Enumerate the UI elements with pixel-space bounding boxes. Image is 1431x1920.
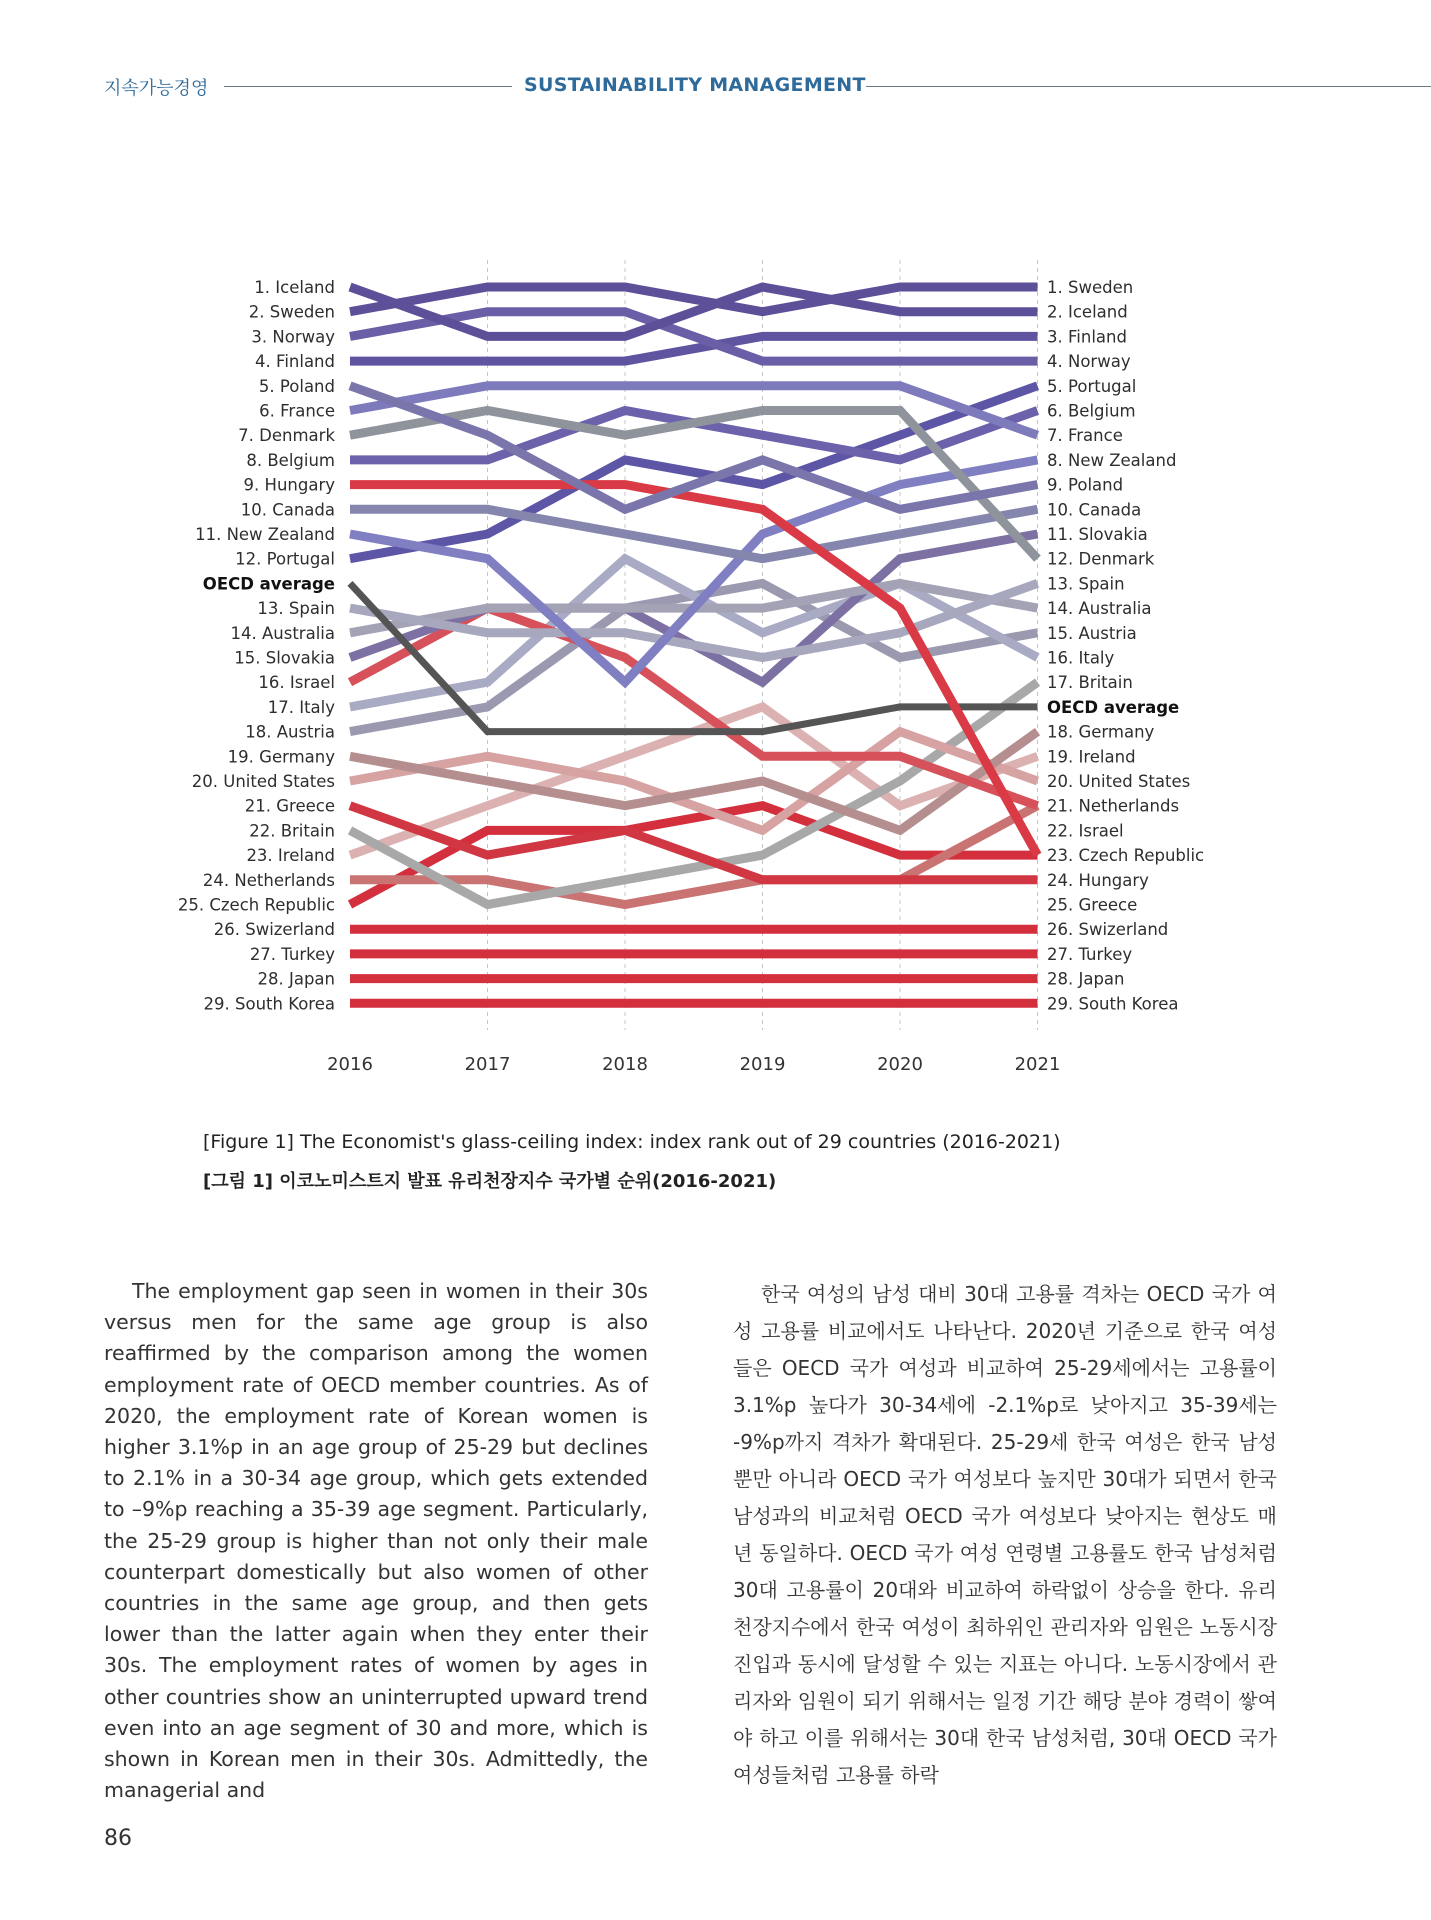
section-title-english: SUSTAINABILITY MANAGEMENT [524,74,866,96]
left-rank-label: 11. New Zealand [195,525,335,544]
left-rank-label: 15. Slovakia [234,648,335,668]
left-rank-label: 26. Swizerland [213,920,335,940]
right-rank-label: 5. Portugal [1047,376,1137,396]
body-column-english [104,1276,648,1806]
right-rank-label: 14. Australia [1047,599,1152,619]
left-rank-label: 12. Portugal [235,549,335,569]
body-column-korean [733,1276,1277,1794]
series-line-italy [350,559,1038,707]
page-number: 86 [104,1826,132,1851]
left-rank-label: 7. Denmark [238,426,335,446]
left-rank-label: 8. Belgium [246,450,335,470]
right-rank-label: 9. Poland [1047,475,1124,495]
right-rank-label: 27. Turkey [1047,944,1133,964]
right-rank-label: 13. Spain [1047,574,1125,594]
year-tick-labels [327,1054,1060,1075]
left-rank-label: 28. Japan [257,969,335,989]
right-rank-labels [1047,278,1204,1013]
left-rank-label: 19. Germany [227,747,335,767]
left-rank-labels [178,278,336,1013]
left-rank-label: 1. Iceland [254,278,335,297]
header-divider-left [224,86,512,87]
body-paragraph-english: The employment gap seen in women in their 30s versus men for the same age group is also reaffirmed by the comparison among the women employment rate of OECD member countries. As of 2020, the employment rate of Korean women is higher 3.1%p in an age group of 25-29 but declines to 2.1% in a 30-34 age group, which gets extended to –9%p reaching a 35-39 age segment. Particularly, the 25-29 group is higher than not only their male counterpart domestically but also women of other countries in the same age group, and then gets lower than the latter again when they enter their 30s. The employment rates of women by ages in other countries show an uninterrupted upward trend even into an age segment of 30 and more, which is shown in Korean men in their 30s. Admittedly, the managerial and [104,1279,648,1803]
right-rank-label: 6. Belgium [1047,401,1136,421]
right-rank-label: 29. South Korea [1047,994,1179,1014]
left-rank-label: 29. South Korea [203,994,335,1014]
left-rank-label: 9. Hungary [243,475,335,495]
left-rank-label: OECD average [202,574,335,594]
x-tick-label: 2020 [877,1054,923,1075]
x-tick-label: 2021 [1014,1054,1061,1075]
right-rank-label: 24. Hungary [1047,870,1149,890]
right-rank-label: 22. Israel [1047,821,1124,841]
left-rank-label: 17. Italy [267,697,335,717]
right-rank-label: 11. Slovakia [1047,525,1148,544]
right-rank-label: 20. United States [1047,772,1191,791]
left-rank-label: 21. Greece [244,796,335,816]
right-rank-label: 25. Greece [1047,895,1138,915]
left-rank-label: 25. Czech Republic [177,895,335,915]
right-rank-label: OECD average [1047,697,1180,717]
right-rank-label: 16. Italy [1047,648,1115,668]
x-tick-label: 2016 [327,1054,373,1075]
left-rank-label: 14. Australia [230,623,335,643]
left-rank-label: 23. Ireland [246,846,335,866]
left-rank-label: 18. Austria [245,722,335,742]
x-tick-label: 2017 [464,1054,511,1075]
right-rank-label: 28. Japan [1047,969,1125,989]
x-tick-label: 2018 [602,1054,648,1075]
left-rank-label: 13. Spain [257,599,335,619]
right-rank-label: 10. Canada [1047,500,1142,520]
left-rank-label: 10. Canada [240,500,335,520]
left-rank-label: 5. Poland [258,376,335,396]
right-rank-label: 17. Britain [1047,673,1133,693]
page-header [0,72,1431,102]
left-rank-label: 3. Norway [251,327,335,347]
left-rank-label: 27. Turkey [249,944,335,964]
left-rank-label: 6. France [259,401,335,421]
left-rank-label: 20. United States [191,772,335,791]
right-rank-label: 23. Czech Republic [1047,846,1205,866]
glass-ceiling-rank-chart [160,260,1220,1090]
right-rank-label: 2. Iceland [1047,302,1128,322]
right-rank-label: 7. France [1047,426,1123,446]
left-rank-label: 24. Netherlands [202,870,335,890]
right-rank-label: 18. Germany [1047,722,1155,742]
left-rank-label: 16. Israel [258,673,335,693]
right-rank-label: 26. Swizerland [1047,920,1169,940]
right-rank-label: 1. Sweden [1047,278,1134,297]
right-rank-label: 19. Ireland [1047,747,1136,767]
right-rank-label: 21. Netherlands [1047,796,1180,816]
right-rank-label: 12. Denmark [1047,549,1155,569]
country-rank-lines [350,287,1038,1003]
figure-caption-korean: [그림 1] 이코노미스트지 발표 유리천장지수 국가별 순위(2016-2021) [203,1171,777,1192]
right-rank-label: 4. Norway [1047,352,1131,372]
right-rank-label: 3. Finland [1047,327,1127,347]
section-title-korean: 지속가능경영 [104,78,209,99]
figure-caption-english: [Figure 1] The Economist's glass-ceiling index: index rank out of 29 countries (2016-2021) [203,1131,1061,1153]
header-divider-right [866,86,1431,87]
series-line-portugal [350,386,1038,559]
left-rank-label: 22. Britain [249,821,335,841]
x-tick-label: 2019 [739,1054,786,1075]
right-rank-label: 15. Austria [1047,623,1137,643]
left-rank-label: 2. Sweden [248,302,335,322]
series-line-france [350,386,1038,435]
right-rank-label: 8. New Zealand [1047,450,1177,470]
body-paragraph-korean: 한국 여성의 남성 대비 30대 고용률 격차는 OECD 국가 여성 고용률 비교에서도 나타난다. 2020년 기준으로 한국 여성들은 OECD 국가 여성과 비교하여 25-29세에서는 고용률이 3.1%p 높다가 30-34세에 -2.1%p로 낮아지고 35-39세는 -9%p까지 격차가 확대된다. 25-29세 한국 여성은 한국 남성 뿐만 아니라 OECD 국가 여성보다 높지만 30대가 되면서 한국 남성과의 비교처럼 OECD 국가 여성보다 낮아지는 현상도 매년 동일하다. OECD 국가 여성 연령별 고용률도 한국 남성처럼 30대 고용률이 20대와 비교하여 하락없이 상승을 한다. 유리천장지수에서 한국 여성이 최하위인 관리자와 임원은 노동시장 진입과 동시에 달성할 수 있는 지표는 아니다. 노동시장에서 관리자와 임원이 되기 위해서는 일정 기간 해당 분야 경력이 쌓여야 하고 이를 위해서는 30대 한국 남성처럼, 30대 OECD 국가 여성들처럼 고용률 하락 [733,1282,1277,1787]
left-rank-label: 4. Finland [255,352,335,372]
